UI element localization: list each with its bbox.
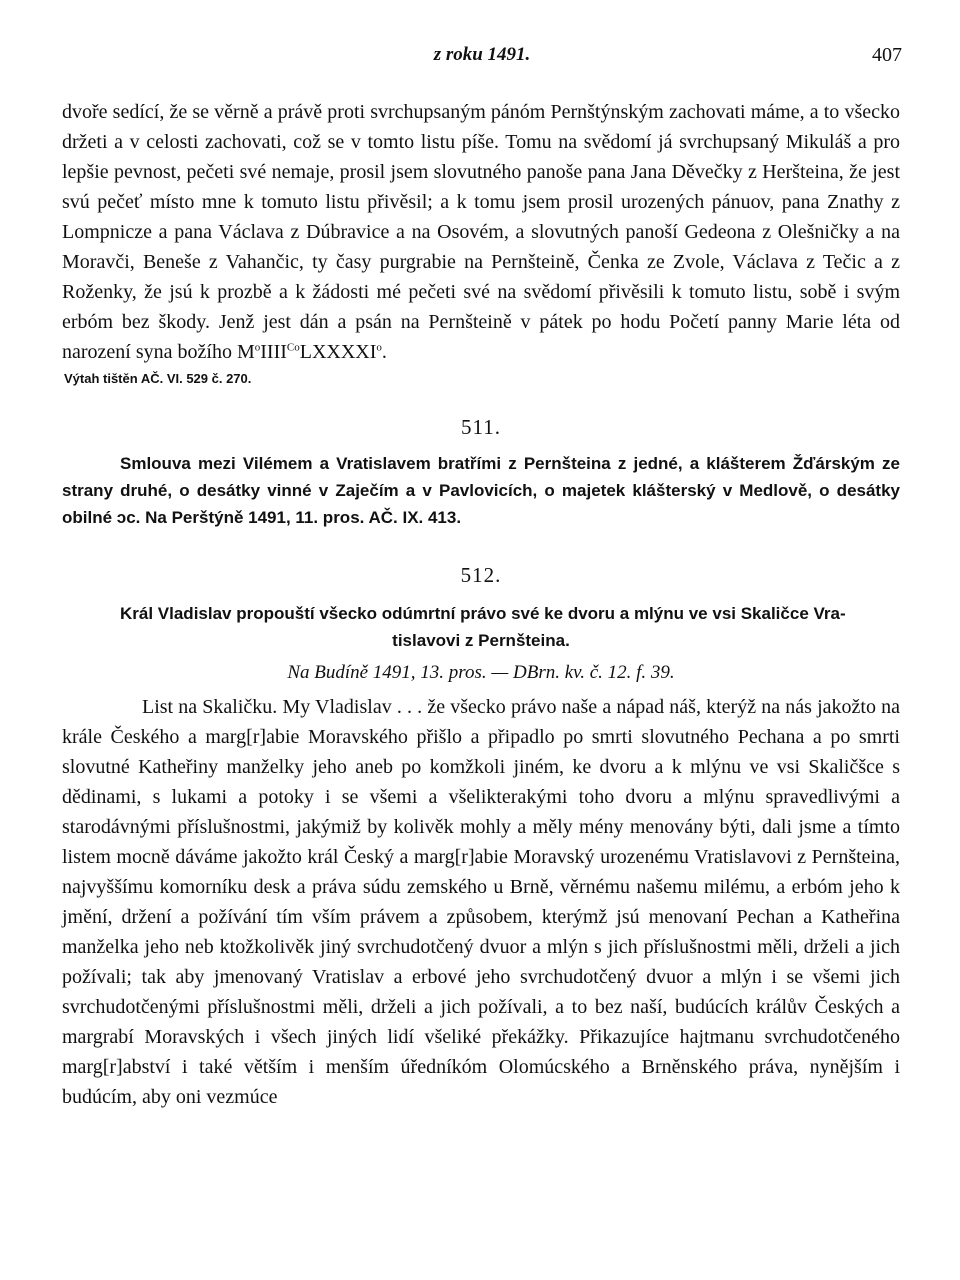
source-line-512: Na Budíně 1491, 13. pros. — DBrn. kv. č. 12. f. 39. bbox=[287, 662, 675, 683]
running-head bbox=[62, 44, 902, 78]
document-number-512: 512. bbox=[460, 563, 502, 587]
running-title: z roku 1491. bbox=[433, 44, 531, 65]
print-reference: Výtah tištěn AČ. VI. 529 č. 270. bbox=[64, 371, 252, 386]
document-text-512: List na Skaličku. My Vladislav . . . že všecko právo naše a nápad náš, kterýž na nás jakožto na krále Českého a marg[r]abie Moravského přišlo a připadlo po smrti slovutného Pechana a po smrti slovutné Katheřiny manželky jeho aneb po komžkoli jiném, ke dvoru a k mlýnu ve vsi Skaličšce s dědinami, s lukami a potoky i se všemi a všelikterakými toho dvoru a mlýnu spravedlivými a starodávnými příslušnostmi, jakýmiž by kolivěk mohly a měly mény menovány býti, dali jsme a tímto listem mocně dáváme jakožto král Český a marg[r]abie Moravský urozenému Vratislavovi z Pernšteina, najvyššímu komorníku desk a práva súdu zemského u Brně, věrnému našemu milému, a erbóm jeho k jmění, držení a požívání tím vším právem a způsobem, kterýmž jsú menovaní Pechan a Katheřina manželka jeho neb ktožkolivěk jiný svrchudotčený dvuor a mlýn s jich příslušnostmi měli, drželi a jich požívali; tak aby jmenovaný Vratislav a erbové jeho svrchudotčený dvuor a mlýn i se všemi jich svrchudotčenými příslušnostmi měli, drželi a jich požívali, a to bez naší, budúcích králův Českých a margrabí Moravských i všech jiných lidí všeliké překážky. Přikazujíce hajtmanu svrchudotčeného marg[r]abství i také větším i menším úředníkóm Olomúcského a Brněnského práva, nynějším i budúcím, aby oni vezmúce bbox=[62, 696, 900, 1108]
year-numeral: $M^oIIII^{Co}LXXXXI^o$. bbox=[236, 341, 387, 363]
document-number-511: 511. bbox=[461, 415, 501, 439]
continuation-text: dvoře sedící, že se věrně a právě proti svrchupsaným pánóm Pernštýnským zachovati máme, a to všecko držeti a v celosti zachovati, což se v tomto listu píše. Tomu na svědomí já svrchupsaný Mikuláš a pro lepšie pevnost, pečeti své nemaje, prosil jsem slovutného panoše pana Jana Děvečky z Heršteina, že jest svú pečeť místo mne k tomuto listu přivěsil; a k tomu jsem prosil urozených pánuov, pana Znathy z Lompnicze a pana Václava z Dúbravice a na Osovém, a slovutných panoší Gedeona z Olešničky a na Moravči, Beneše z Vahančic, ty časy purgrabie na Pernšteině, Čenka ze Zvole, Václava z Tečic a z Roženky, že jsú k prozbě a k žádosti mé pečeti své na svědomí přivěsili k tomuto listu, sobě i svým erbóm bez škody. Jenž jest dán a psán na Pernšteině v pátek po hodu Početí panny Marie léta od narození syna božího bbox=[62, 101, 900, 363]
summary-511: Smlouva mezi Vilémem a Vratislavem bratřími z Pernšteina z jedné, a klášterem Žďárským ze strany druhé, o desátky vinné v Zaječím a v Pavlovicích, o majetek klášterský v Medlově, o desátky obilné ɔc. Na Perštýně 1491, 11. pros. AČ. IX. 413. bbox=[62, 454, 900, 527]
summary-512-end: tislavovi z Pernšteina. bbox=[392, 631, 570, 650]
page-body bbox=[62, 97, 900, 1112]
page-number: 407 bbox=[872, 44, 902, 66]
summary-512: Král Vladislav propouští všecko odúmrtní právo své ke dvoru a mlýnu ve vsi Skaličce Vra- bbox=[120, 604, 846, 623]
continuation-paragraph bbox=[62, 97, 900, 367]
